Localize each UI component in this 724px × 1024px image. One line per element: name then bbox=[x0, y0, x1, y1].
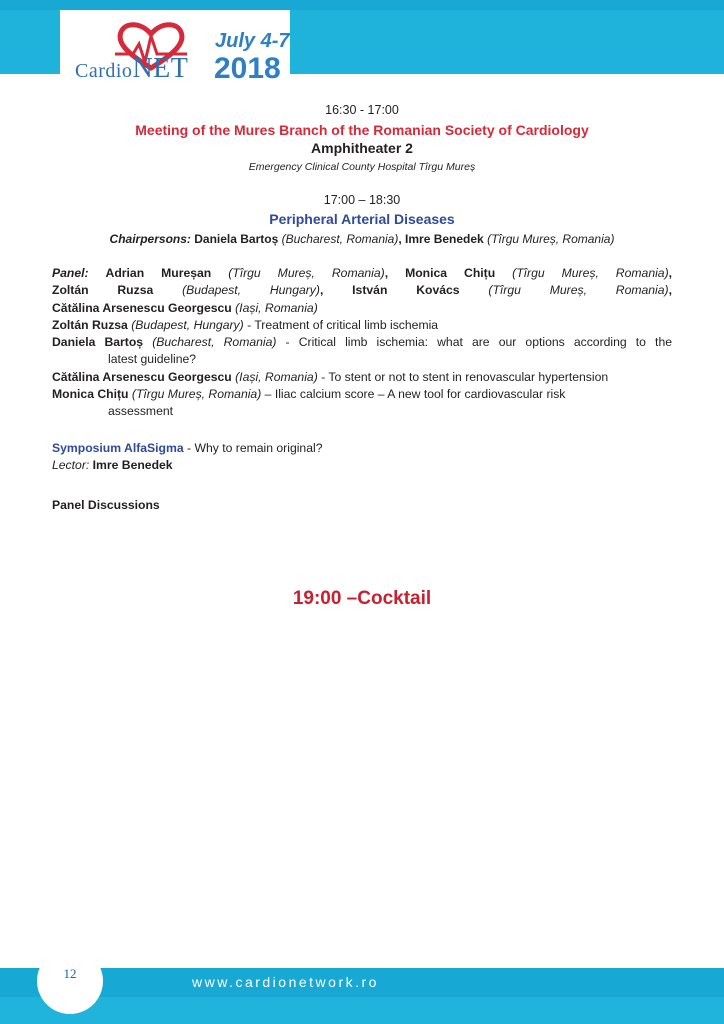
chair-label: Chairpersons: bbox=[109, 232, 191, 246]
talk-speaker: Cătălina Arsenescu Georgescu bbox=[52, 369, 232, 384]
lector-name: Imre Benedek bbox=[92, 458, 173, 473]
talk-place: (Budapest, Hungary) bbox=[131, 317, 244, 332]
talk-title: - Treatment of critical limb ischemia bbox=[243, 317, 439, 332]
chair2-place: (Tîrgu Mureș, Romania) bbox=[487, 232, 615, 246]
talk-speaker: Zoltán Ruzsa bbox=[52, 317, 128, 332]
panel-member-place: (Budapest, Hungary) bbox=[182, 283, 320, 298]
talk-item bbox=[52, 369, 672, 386]
talk-item bbox=[52, 386, 672, 403]
chair2-name: Imre Benedek bbox=[405, 232, 484, 246]
panel-member: István Kovács bbox=[352, 283, 460, 298]
panel-member: Zoltán Ruzsa bbox=[52, 283, 154, 298]
logo-wordmark bbox=[75, 53, 188, 85]
chair1-name: Daniela Bartoș bbox=[194, 232, 279, 246]
talk-place: (Iași, Romania) bbox=[235, 369, 318, 384]
lector-label: Lector: bbox=[52, 458, 90, 473]
talk-place: (Bucharest, Romania) bbox=[152, 335, 277, 350]
panel-member-place: (Tîrgu Mureș, Romania) bbox=[228, 266, 385, 280]
talk-speaker: Daniela Bartoș bbox=[52, 335, 144, 350]
talk-title-continued: latest guideline? bbox=[108, 352, 197, 367]
talk-place: (Tîrgu Mureș, Romania) bbox=[131, 387, 262, 402]
panel-discussions bbox=[52, 497, 672, 514]
talk-speaker: Monica Chițu bbox=[52, 387, 129, 402]
cocktail-heading: 19:00 –Cocktail bbox=[292, 588, 432, 609]
session1-time: 16:30 - 17:00 bbox=[325, 103, 399, 117]
footer-website[interactable]: www.cardionetwork.ro bbox=[192, 974, 379, 990]
panel-block bbox=[52, 265, 672, 421]
session2-title: Peripheral Arterial Diseases bbox=[269, 211, 455, 227]
talk-title: - To stent or not to stent in renovascular hypertension bbox=[317, 369, 609, 384]
panel-line-2: Zoltán Ruzsa (Budapest, Hungary), István Kovács (Tîrgu Mureș, Romania), bbox=[52, 283, 672, 298]
panel-discussions-label: Panel Discussions bbox=[52, 498, 160, 512]
panel-label: Panel: bbox=[52, 266, 89, 280]
panel-line-3 bbox=[52, 300, 672, 317]
lector-line bbox=[52, 457, 672, 474]
header-strip bbox=[0, 0, 724, 10]
talk-title-continued: assessment bbox=[108, 404, 174, 419]
panel-member: Cătălina Arsenescu Georgescu bbox=[52, 300, 232, 315]
talk-title: – Iliac calcium score – A new tool for cardiovascular risk bbox=[261, 387, 566, 402]
symposium-block bbox=[52, 440, 672, 475]
symposium-title: - Why to remain original? bbox=[183, 441, 323, 455]
symposium-name: Symposium AlfaSigma bbox=[52, 441, 184, 455]
panel-member: Monica Chițu bbox=[405, 266, 496, 280]
session1-venue: Emergency Clinical County Hospital Tîrgu Mureș bbox=[248, 161, 476, 173]
talk-item bbox=[52, 317, 672, 334]
chairpersons: Chairpersons: Daniela Bartoș (Bucharest, Romania), Imre Benedek (Tîrgu Mureș, Romania) bbox=[109, 232, 615, 246]
talk-title: - Critical limb ischemia: what are our options according to the bbox=[276, 335, 672, 350]
event-year: 2018 bbox=[214, 52, 281, 85]
panel-member-place: (Tîrgu Mureș, Romania) bbox=[488, 283, 669, 298]
panel-member: Adrian Mureșan bbox=[105, 266, 212, 280]
footer-band-lower bbox=[0, 997, 724, 1024]
chair1-place: (Bucharest, Romania) bbox=[281, 232, 399, 246]
panel-line-1: Panel: Adrian Mureșan (Tîrgu Mureș, Romania), Monica Chițu (Tîrgu Mureș, Romania), bbox=[52, 266, 673, 280]
logo-cardio-text: Cardio bbox=[75, 60, 133, 82]
panel-member-place: (Iași, Romania) bbox=[235, 300, 318, 315]
page-number: 12 bbox=[63, 966, 77, 981]
event-dates: July 4-7 bbox=[215, 30, 290, 52]
session2-time: 17:00 – 18:30 bbox=[323, 193, 401, 207]
panel-member-place: (Tîrgu Mureș, Romania) bbox=[512, 266, 669, 280]
logo-net-text: NET bbox=[132, 53, 189, 84]
symposium-line bbox=[52, 440, 672, 457]
session1-title: Meeting of the Mures Branch of the Romanian Society of Cardiology bbox=[135, 122, 589, 138]
talk-item bbox=[52, 334, 672, 351]
session1-room: Amphitheater 2 bbox=[311, 140, 413, 156]
